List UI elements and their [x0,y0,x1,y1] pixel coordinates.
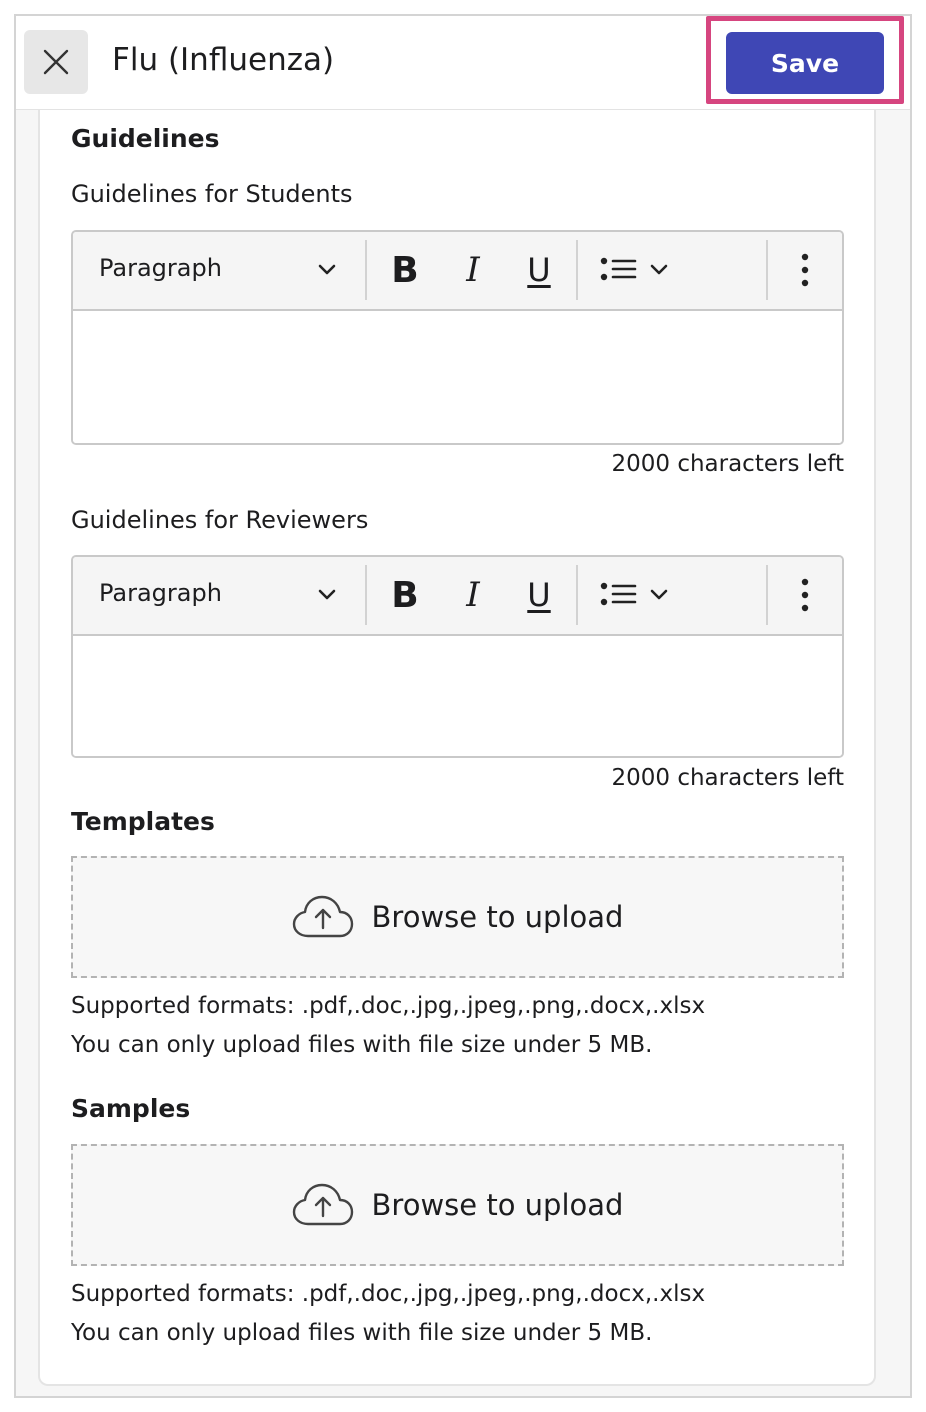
templates-supported-formats: Supported formats: .pdf,.doc,.jpg,.jpeg,.png,.docx,.xlsx [71,993,706,1019]
students-character-counter: 2000 characters left [611,451,844,477]
templates-size-note: You can only upload files with file size under 5 MB. [71,1032,653,1058]
bullet-list-icon [599,580,639,610]
paragraph-format-dropdown[interactable] [73,557,363,632]
editor-toolbar [73,232,842,311]
save-button[interactable]: Save [726,32,884,94]
students-guidelines-label: Guidelines for Students [71,180,353,208]
more-options-button[interactable] [785,242,825,298]
guidelines-heading: Guidelines [71,124,220,153]
cloud-upload-icon [292,894,354,940]
samples-size-note: You can only upload files with file size under 5 MB. [71,1320,653,1346]
samples-upload-label: Browse to upload [371,1188,624,1222]
toolbar-divider [766,565,768,625]
bold-button[interactable]: B [391,574,419,616]
bold-button[interactable]: B [391,249,419,291]
students-guidelines-textarea[interactable] [73,311,842,445]
bullet-list-dropdown[interactable] [591,567,677,623]
close-button[interactable] [24,30,88,94]
toolbar-divider [365,565,367,625]
chevron-down-icon [649,260,669,280]
italic-button[interactable]: I [466,575,480,615]
bullet-list-dropdown[interactable] [591,242,677,298]
reviewers-character-counter: 2000 characters left [611,765,844,791]
more-vertical-icon [800,253,810,287]
toolbar-divider [576,240,578,300]
templates-heading: Templates [71,807,215,836]
editor-toolbar [73,557,842,636]
paragraph-format-label: Paragraph [99,579,222,607]
paragraph-format-label: Paragraph [99,254,222,282]
more-options-button[interactable] [785,567,825,623]
chevron-down-icon [317,585,337,605]
toolbar-divider [766,240,768,300]
underline-button[interactable]: U [527,251,551,289]
close-icon [43,49,69,75]
italic-button[interactable]: I [466,250,480,290]
toolbar-divider [576,565,578,625]
samples-upload-dropzone[interactable] [71,1144,844,1266]
reviewers-guidelines-label: Guidelines for Reviewers [71,506,369,534]
templates-upload-dropzone[interactable] [71,856,844,978]
samples-heading: Samples [71,1094,191,1123]
reviewers-guidelines-editor [71,555,844,758]
bullet-list-icon [599,255,639,285]
reviewers-guidelines-textarea[interactable] [73,636,842,758]
page-title: Flu (Influenza) [112,42,335,78]
paragraph-format-dropdown[interactable] [73,232,363,307]
samples-supported-formats: Supported formats: .pdf,.doc,.jpg,.jpeg,.png,.docx,.xlsx [71,1281,706,1307]
chevron-down-icon [649,585,669,605]
templates-upload-label: Browse to upload [371,900,624,934]
students-guidelines-editor [71,230,844,445]
toolbar-divider [365,240,367,300]
underline-button[interactable]: U [527,576,551,614]
cloud-upload-icon [292,1182,354,1228]
chevron-down-icon [317,260,337,280]
more-vertical-icon [800,578,810,612]
panel-header [16,16,910,110]
